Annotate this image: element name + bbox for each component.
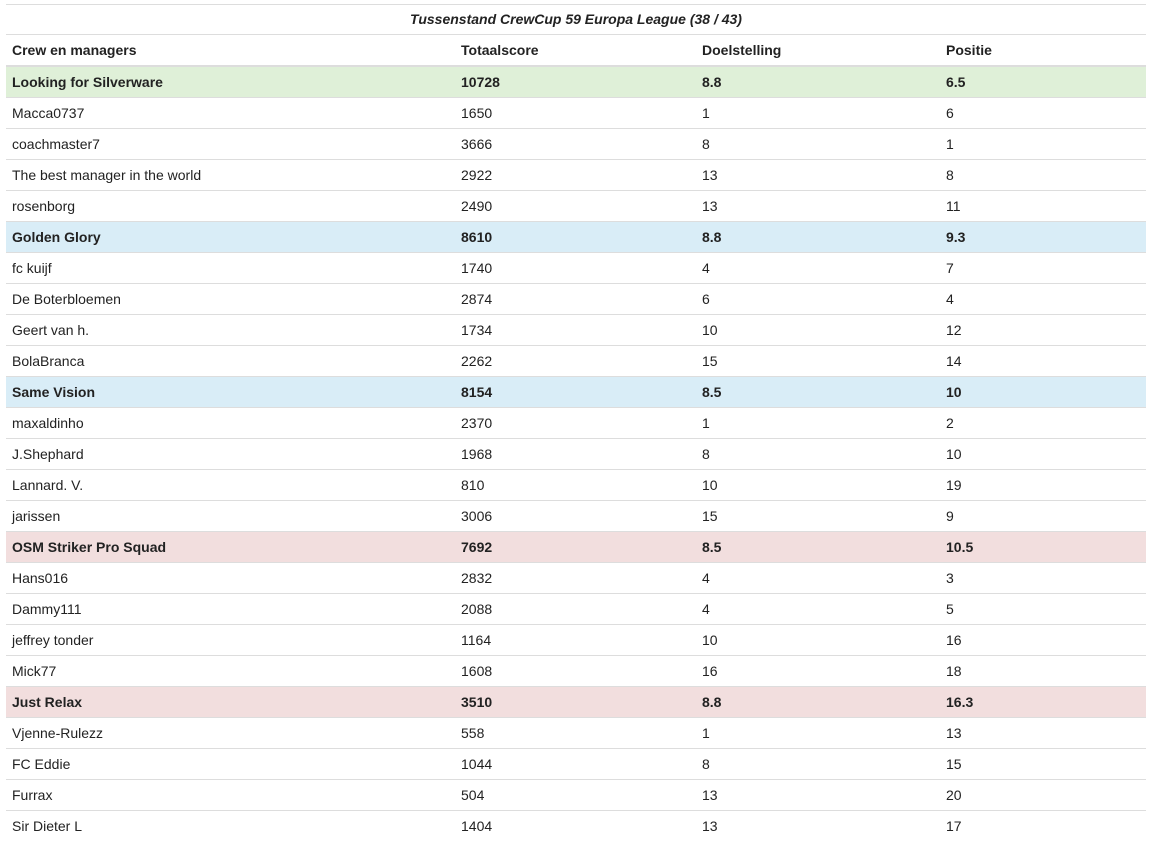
manager-row bbox=[6, 253, 1146, 284]
cell-goal: 15 bbox=[696, 501, 940, 532]
column-header-goal: Doelstelling bbox=[696, 35, 940, 67]
crew-row bbox=[6, 222, 1146, 253]
cell-score: 3510 bbox=[455, 687, 696, 718]
cell-score: 1650 bbox=[455, 98, 696, 129]
cell-score: 2490 bbox=[455, 191, 696, 222]
cell-score: 3666 bbox=[455, 129, 696, 160]
cell-name: Hans016 bbox=[6, 563, 455, 594]
cell-score: 2088 bbox=[455, 594, 696, 625]
cell-name: The best manager in the world bbox=[6, 160, 455, 191]
cell-name: Same Vision bbox=[6, 377, 455, 408]
cell-position: 11 bbox=[940, 191, 1146, 222]
manager-row bbox=[6, 439, 1146, 470]
cell-score: 1404 bbox=[455, 811, 696, 841]
manager-row bbox=[6, 284, 1146, 315]
cell-goal: 4 bbox=[696, 253, 940, 284]
cell-goal: 8.8 bbox=[696, 687, 940, 718]
cell-score: 558 bbox=[455, 718, 696, 749]
cell-position: 14 bbox=[940, 346, 1146, 377]
cell-name: J.Shephard bbox=[6, 439, 455, 470]
table-caption: Tussenstand CrewCup 59 Europa League (38 / 43) bbox=[6, 4, 1146, 34]
cell-position: 4 bbox=[940, 284, 1146, 315]
cell-name: Dammy111 bbox=[6, 594, 455, 625]
cell-position: 20 bbox=[940, 780, 1146, 811]
cell-goal: 10 bbox=[696, 315, 940, 346]
cell-position: 2 bbox=[940, 408, 1146, 439]
cell-score: 1164 bbox=[455, 625, 696, 656]
cell-goal: 1 bbox=[696, 408, 940, 439]
table-body bbox=[6, 66, 1146, 841]
cell-name: Lannard. V. bbox=[6, 470, 455, 501]
cell-goal: 1 bbox=[696, 98, 940, 129]
cell-position: 1 bbox=[940, 129, 1146, 160]
cell-score: 2832 bbox=[455, 563, 696, 594]
cell-name: maxaldinho bbox=[6, 408, 455, 439]
cell-goal: 8 bbox=[696, 749, 940, 780]
standings-table bbox=[6, 34, 1146, 841]
manager-row bbox=[6, 315, 1146, 346]
manager-row bbox=[6, 780, 1146, 811]
cell-goal: 8.8 bbox=[696, 222, 940, 253]
manager-row bbox=[6, 594, 1146, 625]
cell-goal: 8 bbox=[696, 439, 940, 470]
cell-name: coachmaster7 bbox=[6, 129, 455, 160]
cell-name: Just Relax bbox=[6, 687, 455, 718]
manager-row bbox=[6, 625, 1146, 656]
cell-name: Geert van h. bbox=[6, 315, 455, 346]
cell-position: 16.3 bbox=[940, 687, 1146, 718]
cell-score: 810 bbox=[455, 470, 696, 501]
crew-row bbox=[6, 377, 1146, 408]
cell-name: Furrax bbox=[6, 780, 455, 811]
cell-goal: 15 bbox=[696, 346, 940, 377]
cell-goal: 10 bbox=[696, 470, 940, 501]
cell-goal: 8 bbox=[696, 129, 940, 160]
cell-score: 8154 bbox=[455, 377, 696, 408]
column-header-crew: Crew en managers bbox=[6, 35, 455, 67]
cell-goal: 1 bbox=[696, 718, 940, 749]
cell-position: 10 bbox=[940, 439, 1146, 470]
cell-name: De Boterbloemen bbox=[6, 284, 455, 315]
manager-row bbox=[6, 811, 1146, 841]
cell-score: 2874 bbox=[455, 284, 696, 315]
cell-score: 8610 bbox=[455, 222, 696, 253]
cell-goal: 13 bbox=[696, 780, 940, 811]
header-row bbox=[6, 35, 1146, 67]
column-header-score: Totaalscore bbox=[455, 35, 696, 67]
cell-name: rosenborg bbox=[6, 191, 455, 222]
standings-panel bbox=[6, 0, 1146, 841]
cell-name: Macca0737 bbox=[6, 98, 455, 129]
cell-name: OSM Striker Pro Squad bbox=[6, 532, 455, 563]
cell-goal: 16 bbox=[696, 656, 940, 687]
cell-position: 8 bbox=[940, 160, 1146, 191]
manager-row bbox=[6, 718, 1146, 749]
manager-row bbox=[6, 191, 1146, 222]
cell-position: 10.5 bbox=[940, 532, 1146, 563]
manager-row bbox=[6, 98, 1146, 129]
manager-row bbox=[6, 749, 1146, 780]
cell-name: fc kuijf bbox=[6, 253, 455, 284]
cell-name: BolaBranca bbox=[6, 346, 455, 377]
cell-name: FC Eddie bbox=[6, 749, 455, 780]
cell-position: 3 bbox=[940, 563, 1146, 594]
cell-position: 18 bbox=[940, 656, 1146, 687]
cell-goal: 13 bbox=[696, 811, 940, 841]
cell-goal: 8.8 bbox=[696, 66, 940, 98]
cell-name: jarissen bbox=[6, 501, 455, 532]
cell-position: 5 bbox=[940, 594, 1146, 625]
cell-position: 16 bbox=[940, 625, 1146, 656]
crew-row bbox=[6, 532, 1146, 563]
cell-position: 19 bbox=[940, 470, 1146, 501]
crew-row bbox=[6, 687, 1146, 718]
cell-position: 17 bbox=[940, 811, 1146, 841]
manager-row bbox=[6, 470, 1146, 501]
cell-name: Vjenne-Rulezz bbox=[6, 718, 455, 749]
cell-position: 15 bbox=[940, 749, 1146, 780]
cell-score: 2262 bbox=[455, 346, 696, 377]
cell-score: 7692 bbox=[455, 532, 696, 563]
cell-position: 9 bbox=[940, 501, 1146, 532]
cell-goal: 13 bbox=[696, 160, 940, 191]
cell-score: 1044 bbox=[455, 749, 696, 780]
column-header-position: Positie bbox=[940, 35, 1146, 67]
cell-position: 9.3 bbox=[940, 222, 1146, 253]
cell-score: 10728 bbox=[455, 66, 696, 98]
cell-score: 504 bbox=[455, 780, 696, 811]
cell-goal: 4 bbox=[696, 563, 940, 594]
cell-goal: 8.5 bbox=[696, 532, 940, 563]
crew-row bbox=[6, 66, 1146, 98]
manager-row bbox=[6, 501, 1146, 532]
manager-row bbox=[6, 656, 1146, 687]
manager-row bbox=[6, 346, 1146, 377]
manager-row bbox=[6, 160, 1146, 191]
manager-row bbox=[6, 408, 1146, 439]
cell-name: jeffrey tonder bbox=[6, 625, 455, 656]
cell-name: Looking for Silverware bbox=[6, 66, 455, 98]
cell-position: 13 bbox=[940, 718, 1146, 749]
cell-name: Golden Glory bbox=[6, 222, 455, 253]
cell-score: 1740 bbox=[455, 253, 696, 284]
cell-score: 1734 bbox=[455, 315, 696, 346]
cell-score: 1608 bbox=[455, 656, 696, 687]
cell-position: 10 bbox=[940, 377, 1146, 408]
cell-position: 12 bbox=[940, 315, 1146, 346]
cell-score: 2922 bbox=[455, 160, 696, 191]
cell-score: 2370 bbox=[455, 408, 696, 439]
table-header bbox=[6, 35, 1146, 67]
cell-position: 6.5 bbox=[940, 66, 1146, 98]
manager-row bbox=[6, 129, 1146, 160]
cell-position: 6 bbox=[940, 98, 1146, 129]
cell-position: 7 bbox=[940, 253, 1146, 284]
cell-goal: 10 bbox=[696, 625, 940, 656]
cell-goal: 4 bbox=[696, 594, 940, 625]
cell-score: 3006 bbox=[455, 501, 696, 532]
cell-score: 1968 bbox=[455, 439, 696, 470]
cell-name: Mick77 bbox=[6, 656, 455, 687]
cell-goal: 6 bbox=[696, 284, 940, 315]
cell-name: Sir Dieter L bbox=[6, 811, 455, 841]
cell-goal: 8.5 bbox=[696, 377, 940, 408]
manager-row bbox=[6, 563, 1146, 594]
cell-goal: 13 bbox=[696, 191, 940, 222]
